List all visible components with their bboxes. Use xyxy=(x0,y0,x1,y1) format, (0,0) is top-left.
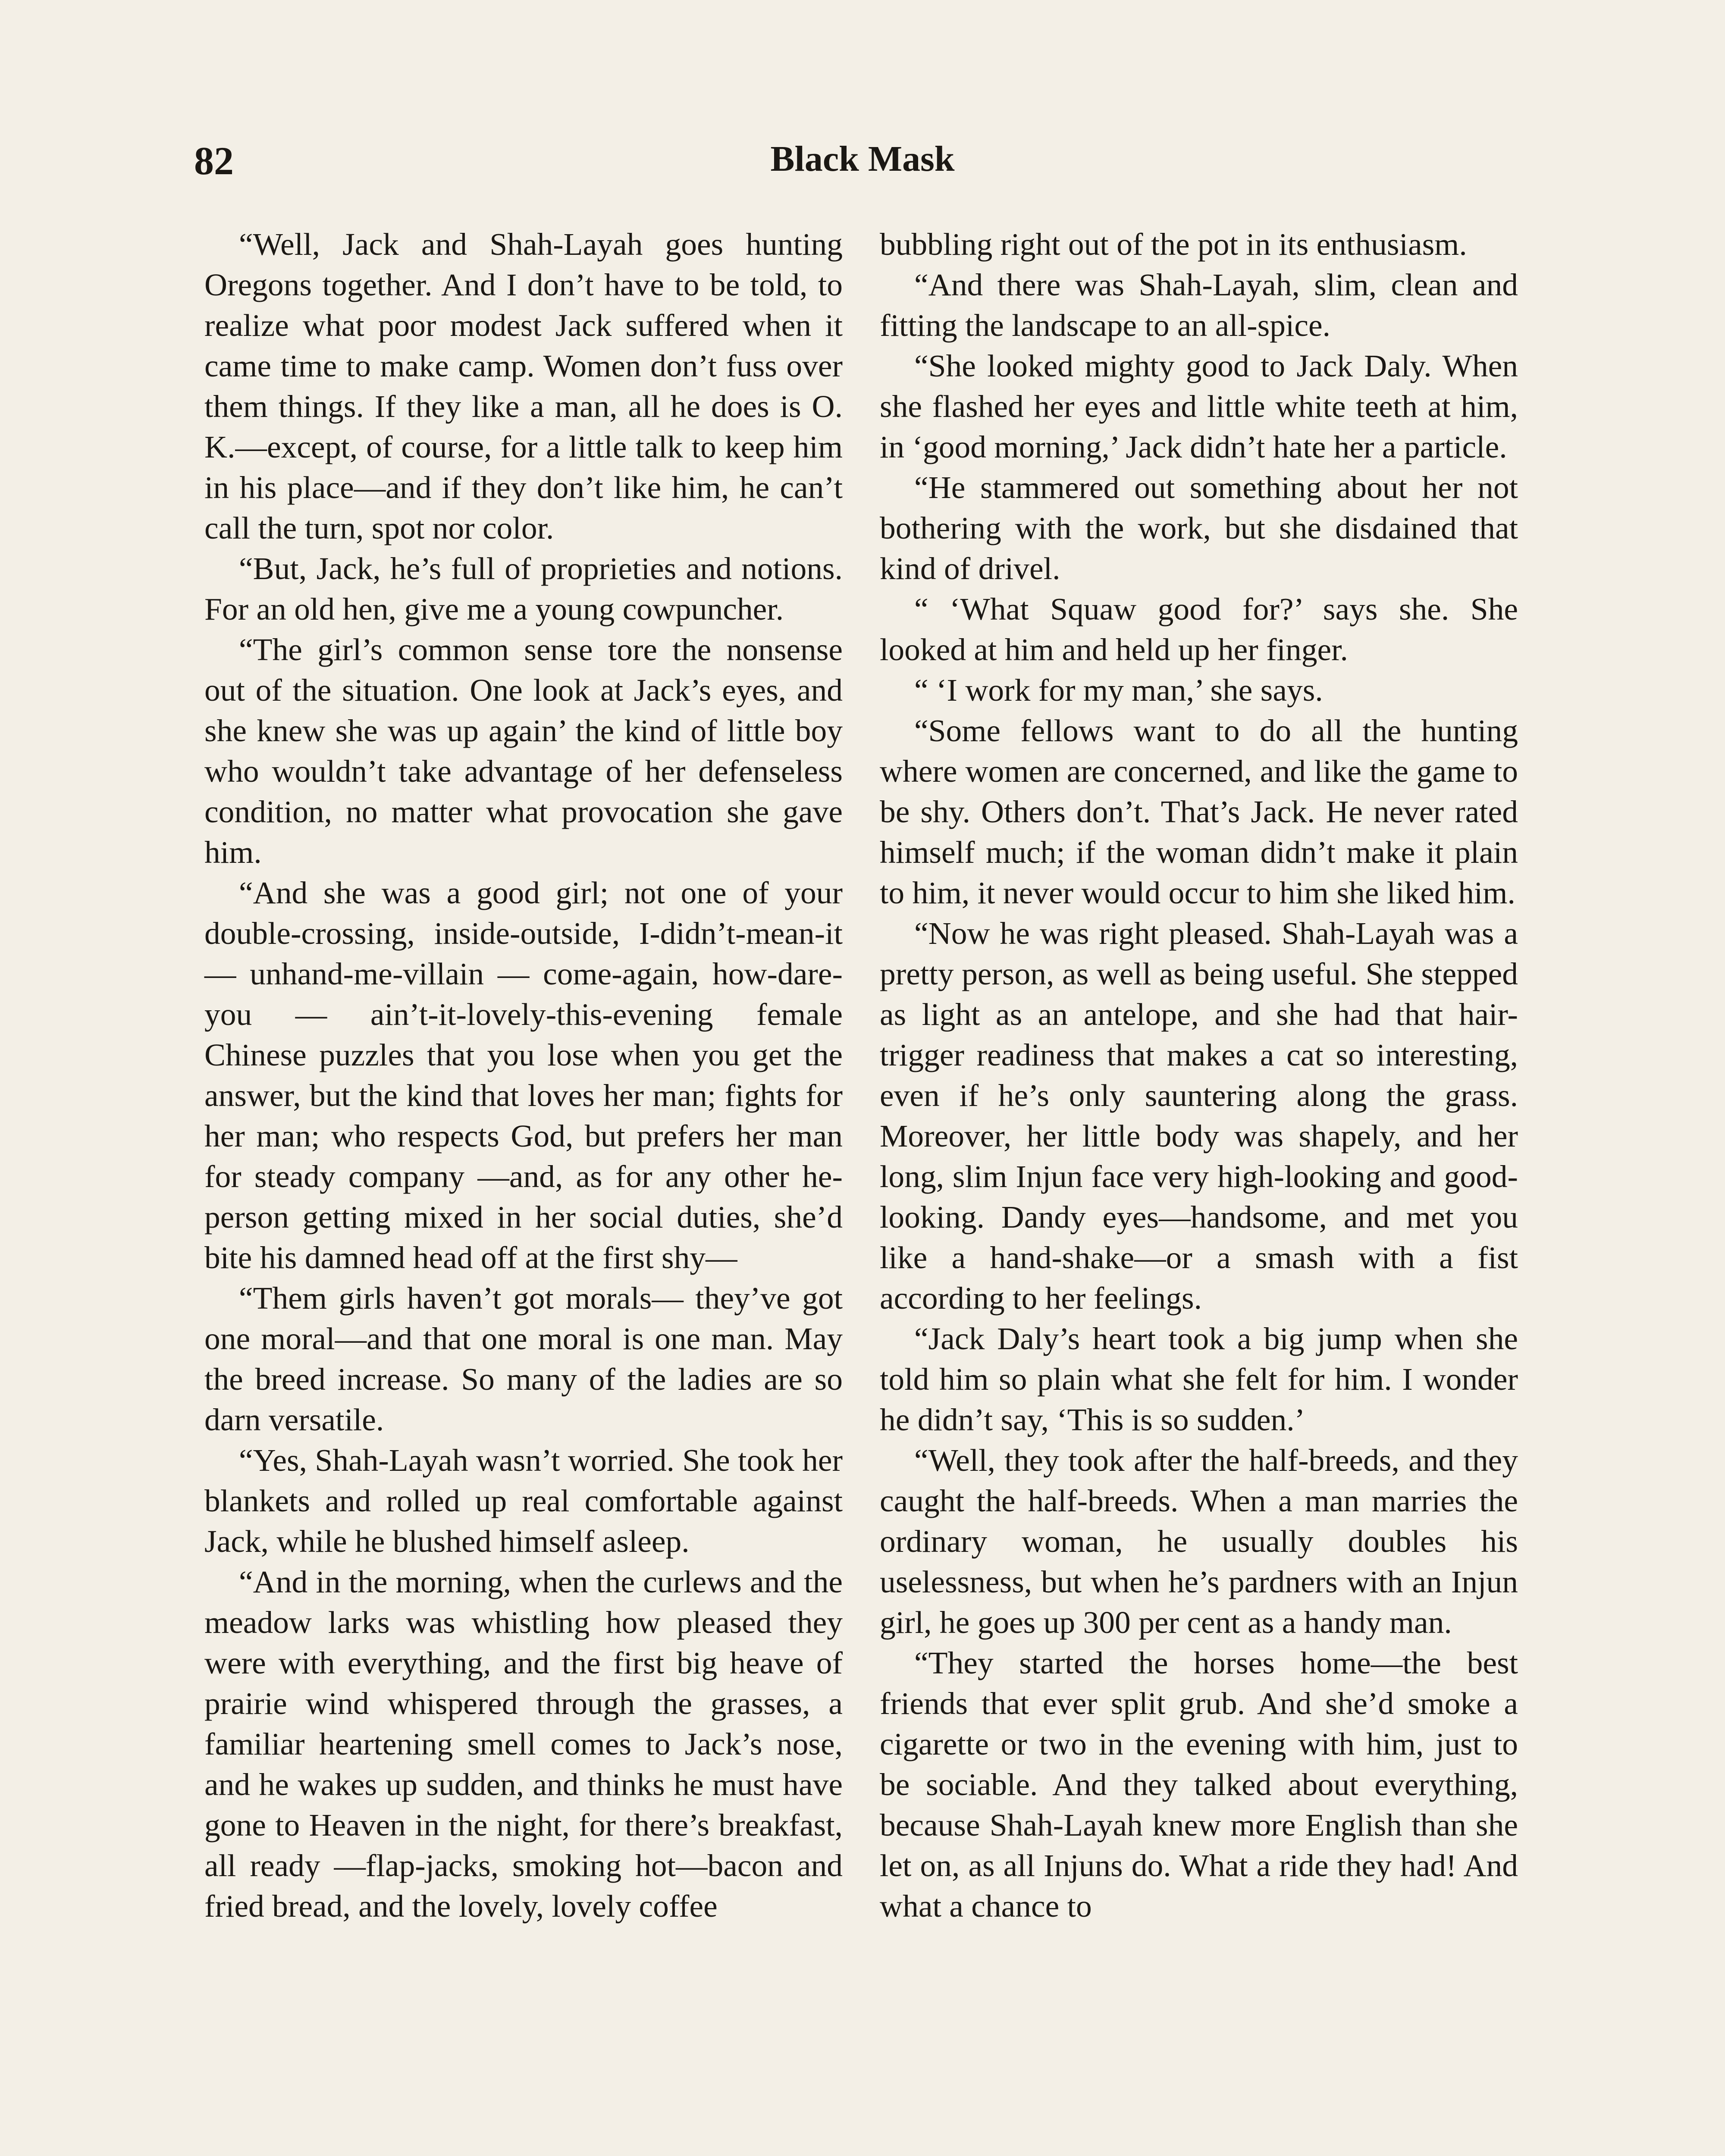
paragraph: “Yes, Shah-Layah wasn’t worried. She took her blankets and rolled up real comfortable against Jack, while he blushed himself asleep. xyxy=(204,1443,843,1559)
page-header xyxy=(194,138,1531,203)
page-number: 82 xyxy=(194,139,234,183)
paragraph: “Well, Jack and Shah-Layah goes hunting Oregons together. And I don’t have to be told, to realize what poor modest Jack suffered when it came time to make camp. Women don’t fuss over them things. If they like a man, all he does is O. K.—except, of course, for a little talk to keep him in his place—and if they don’t like him, he can’t call the turn, spot nor color. xyxy=(204,227,843,545)
paragraph: “Now he was right pleased. Shah-Layah was a pretty person, as well as being useful. She stepped as light as an antelope, and she had that hair-trigger readiness that makes a cat so interesting, even if he’s only sauntering along the grass. Moreover, her little body was shapely, and her long, slim Injun face very high-looking and good-looking. Dandy eyes—handsome, and met you like a hand-shake—or a smash with a fist according to her feelings. xyxy=(880,916,1518,1316)
paragraph: “They started the horses home—the best friends that ever split grub. And she’d smoke a cigarette or two in the evening with him, just to be sociable. And they talked about everything, because Shah-Layah knew more English than she let on, as all Injuns do. What a ride they had! And what a chance to xyxy=(880,1645,1518,1924)
paragraph: “The girl’s common sense tore the nonsense out of the situation. One look at Jack’s eyes, and she knew she was up again’ the kind of little boy who wouldn’t take advantage of her defenseless condition, no matter what provocation she gave him. xyxy=(204,632,843,870)
paragraph: “But, Jack, he’s full of proprieties and notions. For an old hen, give me a young cowpuncher. xyxy=(204,551,843,627)
paragraph: “ ‘I work for my man,’ she says. xyxy=(914,673,1323,708)
paragraph: “Jack Daly’s heart took a big jump when she told him so plain what she felt for him. I wonder he didn’t say, ‘This is so sudden.’ xyxy=(880,1321,1518,1437)
paragraph-continuation: bubbling right out of the pot in its enthusiasm. xyxy=(880,227,1467,262)
paragraph: “Some fellows want to do all the hunting where women are concerned, and like the game to be shy. Others don’t. That’s Jack. He never rated himself much; if the woman didn’t make it plain to him, it never would occur to him she liked him. xyxy=(880,713,1518,910)
paragraph: “ ‘What Squaw good for?’ says she. She looked at him and held up her finger. xyxy=(880,592,1518,667)
paragraph: “And there was Shah-Layah, slim, clean and fitting the landscape to an all-spice. xyxy=(880,267,1518,343)
paragraph: “And in the morning, when the curlews and the meadow larks was whistling how pleased they were with everything, and the first big heave of prairie wind whispered through the grasses, a familiar heartening smell comes to Jack’s nose, and he wakes up sudden, and thinks he must have gone to Heaven in the night, for there’s breakfast, all ready —flap-jacks, smoking hot—bacon and fried bread, and the lovely, lovely coffee xyxy=(204,1564,843,1924)
paragraph: “And she was a good girl; not one of your double-crossing, inside-outside, I-didn’t-mean-it — unhand-me-villain — come-again, how-dare-you — ain’t-it-lovely-this-evening female Chinese puzzles that you lose when you get the answer, but the kind that loves her man; fights for her man; who respects God, but prefers her man for steady company —and, as for any other he-person getting mixed in her social duties, she’d bite his damned head off at the first shy— xyxy=(204,875,843,1275)
paragraph: “Well, they took after the half-breeds, and they caught the half-breeds. When a man marries the ordinary woman, he usually doubles his uselessness, but when he’s pardners with an Injun girl, he goes up 300 per cent as a handy man. xyxy=(880,1443,1518,1640)
running-title: Black Mask xyxy=(770,139,955,179)
left-column xyxy=(204,224,843,1927)
paragraph: “He stammered out something about her not bothering with the work, but she disdained that kind of drivel. xyxy=(880,470,1518,586)
paragraph: “She looked mighty good to Jack Daly. When she flashed her eyes and little white teeth at him, in ‘good morning,’ Jack didn’t hate her a particle. xyxy=(880,348,1518,464)
right-column xyxy=(880,224,1518,1927)
paragraph: “Them girls haven’t got morals— they’ve got one moral—and that one moral is one man. May the breed increase. So many of the ladies are so darn versatile. xyxy=(204,1281,843,1437)
